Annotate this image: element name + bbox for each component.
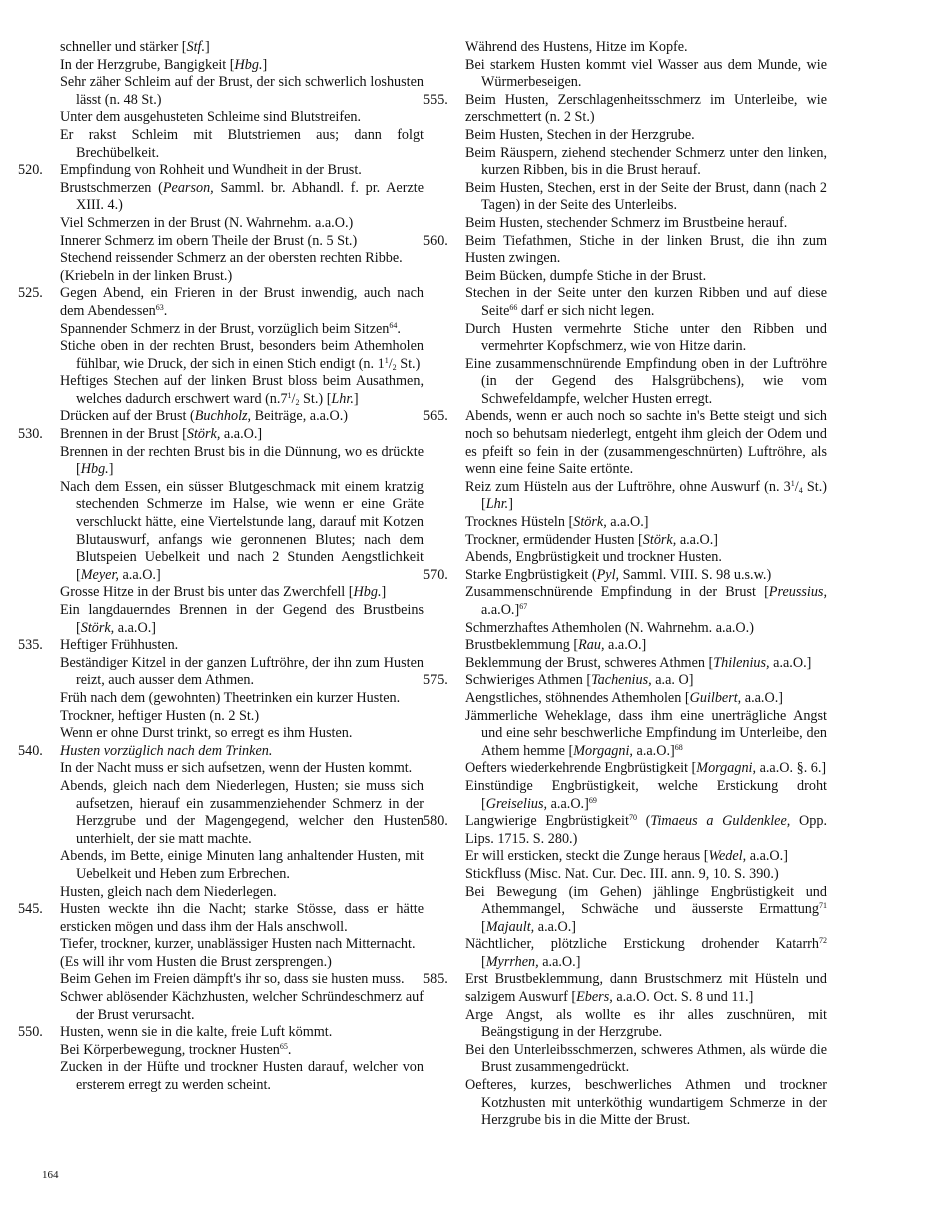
entry-number: 565. [423,408,448,425]
entry-number: 580. [423,813,448,830]
entry-text: Eine zusammenschnürende Empfindung oben in der Luftröhre (in der Gegend des Halsgrübchens), wie vom Schwefeldampfe, welcher Husten erregt. [465,355,827,407]
entry-number: 550. [18,1024,43,1041]
entry [42,1059,424,1094]
entry [447,180,827,215]
entry [42,109,424,127]
entry [42,338,424,373]
entry-text: Durch Husten vermehrte Stiche unter den Ribben und vermehrter Kopfschmerz, wie von Hitze darin. [465,320,827,355]
entry [447,285,827,320]
entry-text: Reiz zum Hüsteln aus der Luftröhre, ohne Auswurf (n. $3^1/_4$ St.) [Lhr.] [465,478,827,513]
entry-text: Beim Tiefathmen, Stiche in der linken Brust, die ihn zum Husten zwingen. [465,232,827,267]
entry [18,1024,424,1042]
entry-number: 570. [423,566,448,583]
entry-number: 535. [18,637,43,654]
entry [42,708,424,726]
entry-text: Oefteres, kurzes, beschwerliches Athmen und trockner Kotzhusten mit unterköthig wundartigem Schmerze in der Herzgrube bis in die Mitte der Brust. [465,1077,827,1129]
entry-text: Innerer Schmerz im obern Theile der Brust (n. 5 St.) [60,232,358,249]
entry-number: 525. [18,285,43,302]
entry-text: Brennen in der Brust [Störk, a.a.O.] [60,426,263,443]
entry-text: Brustschmerzen (Pearson, Samml. br. Abhandl. f. pr. Aerzte XIII. 4.) [60,179,424,214]
entry-number: 545. [18,901,43,918]
entry-text: Grosse Hitze in der Brust bis unter das Zwerchfell [Hbg.] [60,584,387,601]
entry-text: Tiefer, trockner, kurzer, unablässiger Husten nach Mitternacht. [60,936,416,953]
entry-text: Heftiges Stechen auf der linken Brust bloss beim Ausathmen, welches dadurch erschwert ward ($n.7^1/_2$ St.) [Lhr.] [60,373,424,407]
entry [447,884,827,937]
page-number: 164 [42,1169,59,1181]
entry-text: Während des Hustens, Hitze im Kopfe. [465,39,688,55]
entry [42,690,424,708]
entry-text: Jämmerliche Weheklage, dass ihm eine unerträgliche Angst und eine sehr beschwerliche Empfindung im Unterleibe, den Athem hemme [Morgagni, a.a.O.]$^{68}$ [465,707,827,759]
entry [18,637,424,655]
entry-text: Trockner, heftiger Husten (n. 2 St.) [60,707,260,724]
entry-text: Abends, im Bette, einige Minuten lang anhaltender Husten, mit Uebelkeit und Heben zum Erbrechen. [60,848,424,882]
entry-text: Er rakst Schleim mit Blutstriemen aus; dann folgt Brechübelkeit. [60,126,424,161]
entry [18,426,424,444]
entry-text: (Kriebeln in der linken Brust.) [60,267,233,284]
entry-text: Schwer ablösender Kächzhusten, welcher Schründeschmerz auf der Brust verursacht. [60,989,424,1023]
entry [447,215,827,233]
entry-text: Spannender Schmerz in der Brust, vorzüglich beim Sitzen$^{64}$. [60,320,401,337]
entry-text: Nächtlicher, plötzliche Erstickung drohender Katarrh$^{72}$ [Myrrhen, a.a.O.] [465,936,827,970]
entry [447,39,827,57]
entry [42,127,424,162]
entry [447,936,827,971]
entry [447,479,827,514]
entry [447,848,827,866]
entry-text: Husten, gleich nach dem Niederlegen. [60,883,277,900]
entry [447,655,827,673]
entry-text: Schwieriges Athmen [Tachenius, a.a. O] [465,672,694,689]
entry-text: Husten, wenn sie in die kalte, freie Luft kömmt. [60,1024,333,1041]
entry [42,760,424,778]
entry [42,584,424,602]
entry-text: Zucken in der Hüfte und trockner Husten darauf, welcher von ersterem erregt zu werden scheint. [60,1059,424,1094]
entry [42,444,424,479]
entry [42,989,424,1024]
entry-text: Starke Engbrüstigkeit (Pyl, Samml. VIII. S. 98 u.s.w.) [465,566,772,583]
entry-text: Bei den Unterleibsschmerzen, schweres Athmen, als würde die Brust zusammengedrückt. [465,1041,827,1076]
entry [42,602,424,637]
entry-text: Bei Bewegung (im Gehen) jählinge Engbrüstigkeit und Athemmangel, Schwäche und äusserste Ermattung$^{71}$ [Majault, a.a.O.] [465,883,827,935]
entry [42,884,424,902]
left-column [18,39,424,1095]
entry [42,479,424,585]
entry [18,901,424,936]
entry-text: Beim Husten, stechender Schmerz im Brustbeine herauf. [465,214,788,231]
entry-text: Gegen Abend, ein Frieren in der Brust inwendig, auch nach dem Abendessen$^{63}$. [60,285,424,319]
entry [447,708,827,761]
entry [42,39,424,57]
entry-text: Langwierige Engbrüstigkeit$^{70}$ (Timaeus a Guldenklee, Opp. Lips. 1715. S. 280.) [465,813,828,847]
entry-text: Trocknes Hüsteln [Störk, a.a.O.] [465,514,649,531]
entry-text: Abends, wenn er auch noch so sachte in's Bette steigt und sich noch so behutsam niederlegt, entgeht ihm gleich der Odem und es pfeift so fein in der (zusammengeschnürten) Luftröhre, als wenn eine feine Saite ertönte. [465,408,827,478]
entry [42,725,424,743]
entry-text: Beständiger Kitzel in der ganzen Luftröhre, der ihn zum Husten reizt, auch ausser dem Athmen. [60,654,424,689]
entry-text: (Es will ihr vom Husten die Brust zersprengen.) [60,953,332,970]
entry [42,408,424,426]
entry-text: Sehr zäher Schleim auf der Brust, der sich schwerlich loshusten lässt (n. 48 St.) [60,74,424,108]
entry-text: Stiche oben in der rechten Brust, besonders beim Athemholen fühlbar, wie Druck, der sich in einen Stich endigt (n. $1^1/_2$ St.) [60,338,424,372]
entry-text: Schmerzhaftes Athemholen (N. Wahrnehm. a.a.O.) [465,619,754,636]
entry [42,778,424,848]
entry-text: Unter dem ausgehusteten Schleime sind Blutstreifen. [60,109,362,126]
entry-number: 575. [423,672,448,689]
entry-text: Husten weckte ihn die Nacht; starke Stösse, dass er hätte ersticken mögen und dass ihm der Hals anschwoll. [60,901,424,935]
entry-text: Einstündige Engbrüstigkeit, welche Erstickung droht [Greiselius, a.a.O.]$^{69}$ [465,777,827,812]
entry [447,637,827,655]
entry [42,373,424,408]
entry [447,690,827,708]
entry [42,321,424,339]
entry [42,233,424,251]
entry-text: Früh nach dem (gewohnten) Theetrinken ein kurzer Husten. [60,689,401,706]
entry [447,1042,827,1077]
entry [447,549,827,567]
entry-text: Stechen in der Seite unter den kurzen Ribben und auf diese Seite$^{66}$ darf er sich nicht legen. [465,285,827,319]
entry [42,848,424,883]
entry [447,145,827,180]
entry-text: Oefters wiederkehrende Engbrüstigkeit [Morgagni, a.a.O. §. 6.] [465,760,827,777]
entry [42,250,424,268]
entry [447,514,827,532]
entry [447,127,827,145]
entry [18,742,424,761]
entry [42,971,424,989]
entry [18,285,424,320]
entry-text: Wenn er ohne Durst trinkt, so erregt es ihm Husten. [60,725,353,742]
entry-text: Trockner, ermüdender Husten [Störk, a.a.O.] [465,531,719,548]
entry-number: 560. [423,232,448,249]
entry-text: In der Nacht muss er sich aufsetzen, wenn der Husten kommt. [60,760,413,777]
entry [423,232,827,268]
entry-text: Beklemmung der Brust, schweres Athmen [Thilenius, a.a.O.] [465,654,812,671]
entry-text: Empfindung von Rohheit und Wundheit in der Brust. [60,162,362,179]
entry-text: Stechend reissender Schmerz an der obersten rechten Ribbe. [60,250,403,267]
entry [423,408,827,478]
entry [18,162,424,180]
entry [423,566,827,585]
entry-text: Nach dem Essen, ein süsser Blutgeschmack mit einem kratzig stechenden Schmerze im Halse, wie wenn er eine Gräte verschluckt hätte, eine Viertelstunde lang, darauf mit Kotzen Blutauswurf, anfangs wie geronnenen Blutes; nach dem Blutspeien Uebelkeit und nach 2 Stunden Aengstlichkeit [Meyer, a.a.O.] [60,478,424,583]
entry [42,655,424,690]
entry [42,180,424,215]
entry [42,936,424,954]
entry [447,57,827,92]
entry [447,532,827,550]
entry [447,1007,827,1042]
entry [423,91,827,127]
entry-text: Husten vorzüglich nach dem Trinken. [60,742,273,759]
entry [42,954,424,972]
entry [423,672,827,690]
entry-text: Abends, gleich nach dem Niederlegen, Husten; sie muss sich aufsetzen, hierauf ein zusammenziehender Schmerz in der Herzgrube und der Magengegend, welcher den Husten unterhielt, der sie matt machte. [60,777,424,847]
right-column [423,39,828,1130]
entry [447,1077,827,1130]
entry-text: Arge Angst, als wollte es ihr alles zuschnüren, mit Beängstigung in der Herzgrube. [465,1006,827,1041]
entry [447,268,827,286]
entry [42,1042,424,1060]
entry-text: Beim Husten, Stechen in der Herzgrube. [465,126,695,143]
entry [423,813,828,848]
entry-number: 540. [18,742,43,759]
entry-number: 555. [423,91,448,108]
entry-text: schneller und stärker [Stf.] [60,39,210,55]
entry-text: Abends, Engbrüstigkeit und trockner Husten. [465,549,722,566]
entry-text: Bei Körperbewegung, trockner Husten$^{65}$. [60,1041,292,1058]
entry [447,620,827,638]
entry-number: 520. [18,162,43,179]
entry [447,778,827,813]
entry-text: Erst Brustbeklemmung, dann Brustschmerz mit Hüsteln und salzigem Auswurf [Ebers, a.a.O. Oct. S. 8 und 11.] [465,971,827,1006]
entry [447,321,827,356]
entry-text: Zusammenschnürende Empfindung in der Brust [Preussius, a.a.O.]$^{67}$ [465,584,827,618]
entry-text: Viel Schmerzen in der Brust (N. Wahrnehm. a.a.O.) [60,214,354,231]
entry-text: In der Herzgrube, Bangigkeit [Hbg.] [60,56,268,73]
entry-text: Brennen in der rechten Brust bis in die Dünnung, wo es drückte [Hbg.] [60,443,424,478]
entry-text: Bei starkem Husten kommt viel Wasser aus dem Munde, wie Würmerbeseigen. [465,56,827,91]
entry-text: Beim Bücken, dumpfe Stiche in der Brust. [465,267,707,284]
entry-text: Beim Räuspern, ziehend stechender Schmerz unter den linken, kurzen Ribben, bis in die Brust herauf. [465,144,827,179]
entry-text: Stickfluss (Misc. Nat. Cur. Dec. III. ann. 9, 10. S. 390.) [465,865,779,882]
entry-text: Brustbeklemmung [Rau, a.a.O.] [465,637,647,654]
entry [42,268,424,286]
entry [447,866,827,884]
entry-text: Drücken auf der Brust (Buchholz, Beiträge, a.a.O.) [60,408,348,425]
entry-text: Beim Gehen im Freien dämpft's ihr so, dass sie husten muss. [60,971,405,988]
entry-text: Aengstliches, stöhnendes Athemholen [Guilbert, a.a.O.] [465,689,783,706]
entry-number: 530. [18,426,43,443]
entry [447,584,827,619]
entry-text: Ein langdauerndes Brennen in der Gegend des Brustbeins [Störk, a.a.O.] [60,602,424,636]
entry [42,57,424,75]
entry-text: Er will ersticken, steckt die Zunge heraus [Wedel, a.a.O.] [465,848,788,865]
entry-text: Beim Husten, Zerschlagenheitsschmerz im Unterleibe, wie zerschmettert (n. 2 St.) [465,91,827,126]
entry-text: Beim Husten, Stechen, erst in der Seite der Brust, dann (nach 2 Tagen) in der Seite des Unterleibs. [465,179,827,214]
entry [447,760,827,778]
entry [42,215,424,233]
entry [42,74,424,109]
entry-number: 585. [423,971,448,988]
entry [423,971,827,1006]
entry [447,356,827,409]
entry-text: Heftiger Frühhusten. [60,637,179,654]
